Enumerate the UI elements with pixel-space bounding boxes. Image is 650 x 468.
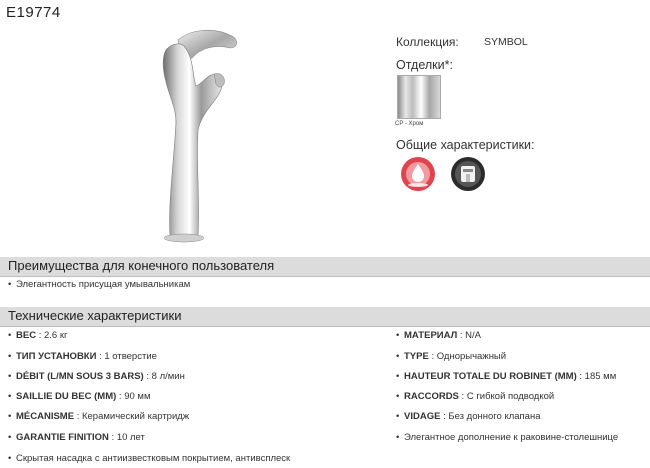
spec-value: 2.6 кг [43, 330, 68, 341]
spec-value: 185 мм [584, 371, 617, 382]
spec-label: ТИП УСТАНОВКИ [16, 351, 97, 362]
finishes-label: Отделки*: [396, 58, 453, 72]
spec-value: 8 л/мин [151, 371, 185, 382]
advantages-title: Преимущества для конечного пользователя [8, 258, 275, 273]
water-saving-icon [400, 156, 436, 192]
collection-value: SYMBOL [484, 36, 528, 48]
spec-item: • ВЕС : 2.6 кг [8, 330, 68, 341]
cartridge-icon [450, 156, 486, 192]
spec-item: • DÉBIT (L/MN SOUS 3 BARS) : 8 л/мин [8, 371, 185, 382]
spec-value: 90 мм [124, 391, 151, 402]
advantages-header [0, 257, 650, 277]
chrome-finish-swatch[interactable] [397, 75, 441, 119]
collection-label: Коллекция: [396, 35, 459, 49]
spec-label: МАТЕРИАЛ [404, 330, 458, 341]
spec-item: • МАТЕРИАЛ : N/A [396, 330, 482, 341]
spec-item: • Элегантное дополнение к раковине-столешнице [396, 432, 619, 443]
spec-label: TYPE [404, 351, 429, 362]
faucet-image [140, 22, 250, 250]
spec-item: • VIDAGE : Без донного клапана [396, 411, 541, 422]
spec-value: N/A [465, 330, 482, 341]
spec-label: ВЕС [16, 330, 37, 341]
spec-item: • Скрытая насадка с антиизвестковым покрытием, антивсплеск [8, 453, 291, 464]
spec-label: HAUTEUR TOTALE DU ROBINET (MM) [404, 371, 577, 382]
spec-value: Скрытая насадка с антиизвестковым покрытием, антивсплеск [16, 453, 291, 464]
spec-label: VIDAGE [404, 411, 441, 422]
spec-label: RACCORDS [404, 391, 459, 402]
spec-item: • HAUTEUR TOTALE DU ROBINET (MM) : 185 мм [396, 371, 617, 382]
spec-value: Элегантное дополнение к раковине-столешнице [404, 432, 619, 443]
spec-label: DÉBIT (L/MN SOUS 3 BARS) [16, 371, 144, 382]
spec-value: 10 лет [116, 432, 145, 443]
advantage-text: Элегантность присущая умывальникам [16, 279, 191, 290]
spec-item: • ТИП УСТАНОВКИ : 1 отверстие [8, 351, 157, 362]
specs-title: Технические характеристики [8, 308, 182, 323]
spec-label: MÉCANISME [16, 411, 75, 422]
finish-swatch-caption: CP - Хром [395, 121, 424, 127]
spec-item: • SAILLIE DU BEC (MM) : 90 мм [8, 391, 151, 402]
specs-header [0, 307, 650, 327]
spec-value: Керамический картридж [81, 411, 190, 422]
spec-value: Без донного клапана [448, 411, 541, 422]
spec-value: С гибкой подводкой [466, 391, 555, 402]
spec-label: SAILLIE DU BEC (MM) [16, 391, 117, 402]
spec-item: • MÉCANISME : Керамический картридж [8, 411, 190, 422]
collection-row [396, 35, 528, 49]
spec-value: Однорычажный [436, 351, 507, 362]
product-code: E19774 [6, 4, 61, 21]
list-item: • Элегантность присущая умывальникам [8, 279, 191, 290]
spec-label: GARANTIE FINITION [16, 432, 109, 443]
spec-item: • RACCORDS : С гибкой подводкой [396, 391, 555, 402]
spec-item: • GARANTIE FINITION : 10 лет [8, 432, 145, 443]
features-label: Общие характеристики: [396, 138, 535, 152]
spec-value: 1 отверстие [104, 351, 157, 362]
spec-item: • TYPE : Однорычажный [396, 351, 507, 362]
